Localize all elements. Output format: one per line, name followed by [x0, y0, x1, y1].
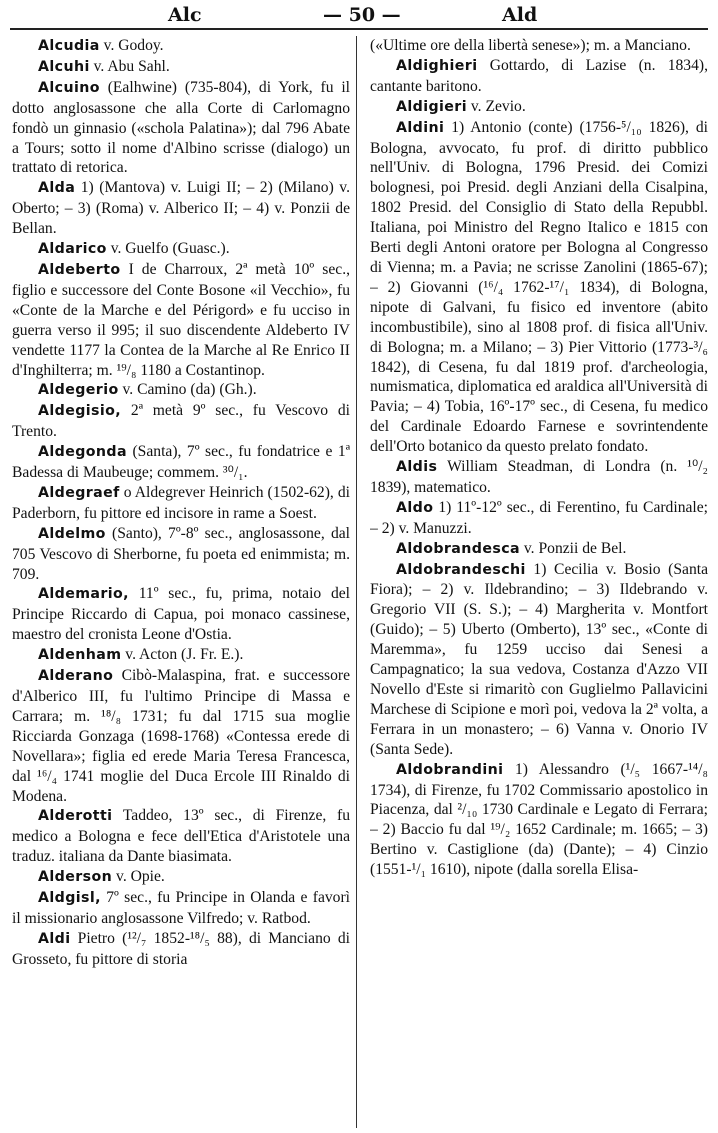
dictionary-entry	[12, 78, 350, 179]
entry-text: 1) 11º-12º sec., di Ferentino, fu Cardinale; – 2) v. Manuzzi.	[370, 498, 708, 537]
entry-text: 1) Cecilia v. Bosio (Santa Fiora); – 2) v. Ildebrandino; – 3) Ildebrando v. Gregorio VII (S. S.); – 4) Margherita v. Montfort (Guido); – 5) Uberto (Omberto), 13º sec., «Conte di Maremma», fu 1259 ucciso dai Senesi a Campagnatico; la sua vedova, Costanza d'Azzo VII Novello d'Este si rimaritò con Guglielmo Pallavicini Marchese di Scipione e morì poi, vedova la 2ª volta, a Ferrara in un monastero; – 6) Vanna v. Onorio IV (Santa Sede).	[370, 560, 708, 758]
entry-headword: Alda	[38, 180, 76, 197]
dictionary-entry	[12, 442, 350, 483]
entry-text: v. Camino (da) (Gh.).	[122, 381, 257, 399]
left-column	[12, 36, 350, 1128]
entry-headword: Aldegonda	[38, 444, 127, 461]
entry-text: 1) Alessandro (¹/₅ 1667-¹⁴/₈ 1734), di Firenze, fu 1702 Commissario apostolico in Piacenza, dal ²/₁₀ 1730 Cardinale e Legato di Ferrara; – 2) Baccio fu dal ¹⁹/₂ 1652 Cardinale; m. 1665; – 3) Bertino v. Castiglione (da) (Dante); – 4) Cinzio (1551-¹/₁ 1610), nipote (dalla sorella Elisa-	[370, 760, 708, 879]
entry-text: («Ultime ore della libertà senese»); m. a Manciano.	[370, 37, 691, 54]
dictionary-entry	[370, 56, 708, 97]
entry-text: v. Zevio.	[470, 97, 526, 115]
entry-headword: Aldarico	[38, 241, 107, 258]
dictionary-entry	[12, 584, 350, 645]
entry-text: 7º sec., fu Principe in Olanda e favorì il missionario anglosassone Vilfredo; v. Ratbod.	[12, 889, 350, 927]
dictionary-entry	[12, 666, 350, 806]
header-rule	[10, 28, 708, 30]
dictionary-entry	[12, 867, 350, 888]
dictionary-entry	[12, 239, 350, 260]
entry-headword: Alcuhi	[38, 58, 90, 75]
entry-text: Taddeo, 13º sec., di Firenze, fu medico a Bologna e fece dell'Etica d'Aristotele una traduz. italiana da Dante biasimata.	[12, 807, 350, 866]
dictionary-entry	[12, 888, 350, 929]
entry-text: (Santa), 7º sec., fu fondatrice e 1ª Badessa di Maubeuge; commem. ³⁰/₁.	[12, 443, 350, 482]
dictionary-entry	[370, 539, 708, 560]
dictionary-entry	[12, 260, 350, 380]
entry-headword: Aldi	[38, 930, 71, 947]
entry-headword: Alderson	[38, 869, 113, 886]
entry-text: (Ealhwine) (735-804), di York, fu il dotto anglosassone che alla Corte di Carlomagno fondò un ginnasio («schola Palatina»); dal 796 Abate a Tours; sotto il nome d'Albino scrisse (dialogo) un trattato di retorica.	[12, 78, 350, 177]
entry-text: 1) (Mantova) v. Luigi II; – 2) (Milano) v. Oberto; – 3) (Roma) v. Alberico II; – 4) v. Ponzii de Bellan.	[12, 179, 350, 238]
running-header	[0, 0, 718, 30]
entry-text: I de Charroux, 2ª metà 10º sec., figlio e successore del Conte Bosone «il Vecchio», fu «Conte de la Marche e del Périgord» e fu ucciso in guerra verso il 995; il suo discendente Aldeberto IV vendette 1177 la Contea de la Marche al Re Enrico II d'Inghilterra; m. ¹⁹/₈ 1180 a Costantinop.	[12, 260, 350, 379]
entry-text: 11º sec., fu, prima, notaio del Principe Riccardo di Capua, poi monaco cassinese, maestro del cronista Leone d'Ostia.	[12, 585, 350, 644]
dictionary-entry	[370, 760, 708, 880]
entry-headword: Aldegerio	[38, 382, 119, 399]
header-left-guideword: Alc	[168, 4, 202, 26]
entry-headword: Aldenham	[38, 647, 122, 664]
entry-headword: Alderotti	[38, 808, 113, 825]
header-right-guideword: Ald	[502, 4, 538, 26]
dictionary-entry	[370, 118, 708, 457]
entry-text: Gottardo, di Lazise (n. 1834), cantante baritono.	[370, 56, 708, 95]
entry-headword: Aldemario,	[38, 586, 129, 603]
entry-headword: Aldobrandini	[396, 761, 504, 778]
entry-headword: Aldeberto	[38, 261, 121, 278]
dictionary-entry	[12, 929, 350, 970]
dictionary-entry	[12, 380, 350, 401]
entry-text: 1) Antonio (conte) (1756-⁵/₁₀ 1826), di Bologna, avvocato, fu prof. di diritto pubblico nell'Univ. di Bologna, 1796 Presid. dei Comizi bolognesi, poi Presid. degli Anziani della Cisalpina, 1802 Presid. del Consiglio di Stato della Repubbl. Italiana, poi Ministro del Regno Italico e 1815 con Berti degli Antoni oratore per Bologna al Congresso di Vienna; m. a Pavia; ne scrisse Zanolini (1865-67); – 2) Giovanni (¹⁶/₄ 1762-¹⁷/₁ 1834), di Bologna, nipote di Galvani, fu fisico ed inventore (abito incombustibile), sino al 1808 prof. di fisica all'Univ. di Bologna; m. a Milano; – 3) Pier Vittorio (1773-³/₆ 1842), di Cesena, fu dal 1819 prof. d'archeologia, numismatica, diplomatica ed araldica all'Università di Pavia; – 4) Tobia, 16º-17º sec., di Cesena, fu medico del Cardinale Edoardo Farnese e sovrintendente dell'Orto botanico da questo prelato fondato.	[370, 118, 708, 456]
column-divider	[356, 36, 357, 1128]
entry-text: v. Ponzii de Bel.	[523, 539, 627, 557]
entry-headword: Alcudia	[38, 38, 100, 54]
entry-headword: Aldegisio,	[38, 403, 122, 420]
entry-text: Pietro (¹²/₇ 1852-¹⁸/₅ 88), di Manciano di Grosseto, fu pittore di storia	[12, 929, 350, 968]
dictionary-entry	[370, 36, 708, 56]
dictionary-entry	[370, 498, 708, 539]
entry-text: v. Guelfo (Guasc.).	[110, 240, 230, 258]
entry-text: Cibò-Malaspina, frat. e successore d'Alberico III, fu l'ultimo Principe di Massa e Carrara; m. ¹⁸/₈ 1731; fu dal 1715 sua moglie Ricciarda Gonzaga (1698-1768) «Contessa erede di Novellara»; figlia ed erede Maria Teresa Francesca, dal ¹⁶/₄ 1741 moglie del Duca Ercole III Rinaldo di Modena.	[12, 667, 350, 805]
dictionary-entry	[12, 57, 350, 78]
entry-headword: Alcuino	[38, 79, 100, 96]
entry-headword: Aldegraef	[38, 484, 120, 501]
entry-text: v. Godoy.	[103, 37, 164, 54]
dictionary-entry	[12, 401, 350, 442]
entry-headword: Aldelmo	[38, 525, 106, 542]
entry-headword: Aldo	[396, 499, 434, 516]
page-number: — 50 —	[323, 4, 401, 26]
dictionary-entry	[370, 560, 708, 760]
entry-headword: Aldini	[396, 119, 445, 136]
dictionary-entry	[12, 806, 350, 867]
entry-headword: Aldighieri	[396, 57, 478, 74]
entry-headword: Aldgisl,	[38, 890, 101, 907]
entry-text: v. Acton (J. Fr. E.).	[125, 646, 244, 664]
dictionary-entry	[12, 483, 350, 524]
entry-headword: Aldobrandeschi	[396, 561, 526, 578]
dictionary-entry	[12, 178, 350, 239]
entry-text: o Aldegrever Heinrich (1502-62), di Paderborn, fu pittore ed incisore in rame a Soest.	[12, 483, 350, 522]
entry-text: v. Opie.	[116, 868, 165, 886]
entry-text: v. Abu Sahl.	[93, 57, 170, 75]
dictionary-entry	[12, 524, 350, 585]
dictionary-entry	[370, 97, 708, 118]
dictionary-entry	[12, 36, 350, 57]
right-column	[370, 36, 708, 1128]
dictionary-entry	[370, 457, 708, 498]
entry-headword: Alderano	[38, 668, 114, 685]
entry-headword: Aldigieri	[396, 98, 467, 115]
entry-headword: Aldis	[396, 459, 438, 476]
entry-headword: Aldobrandesca	[396, 540, 520, 557]
entry-text: 2ª metà 9º sec., fu Vescovo di Trento.	[12, 402, 350, 441]
dictionary-entry	[12, 645, 350, 666]
entry-text: William Steadman, di Londra (n. ¹⁰/₂ 1839), matematico.	[370, 458, 708, 496]
entry-text: (Santo), 7º-8º sec., anglosassone, dal 705 Vescovo di Sherborne, fu poeta ed enimmista; m. 709.	[12, 524, 350, 583]
